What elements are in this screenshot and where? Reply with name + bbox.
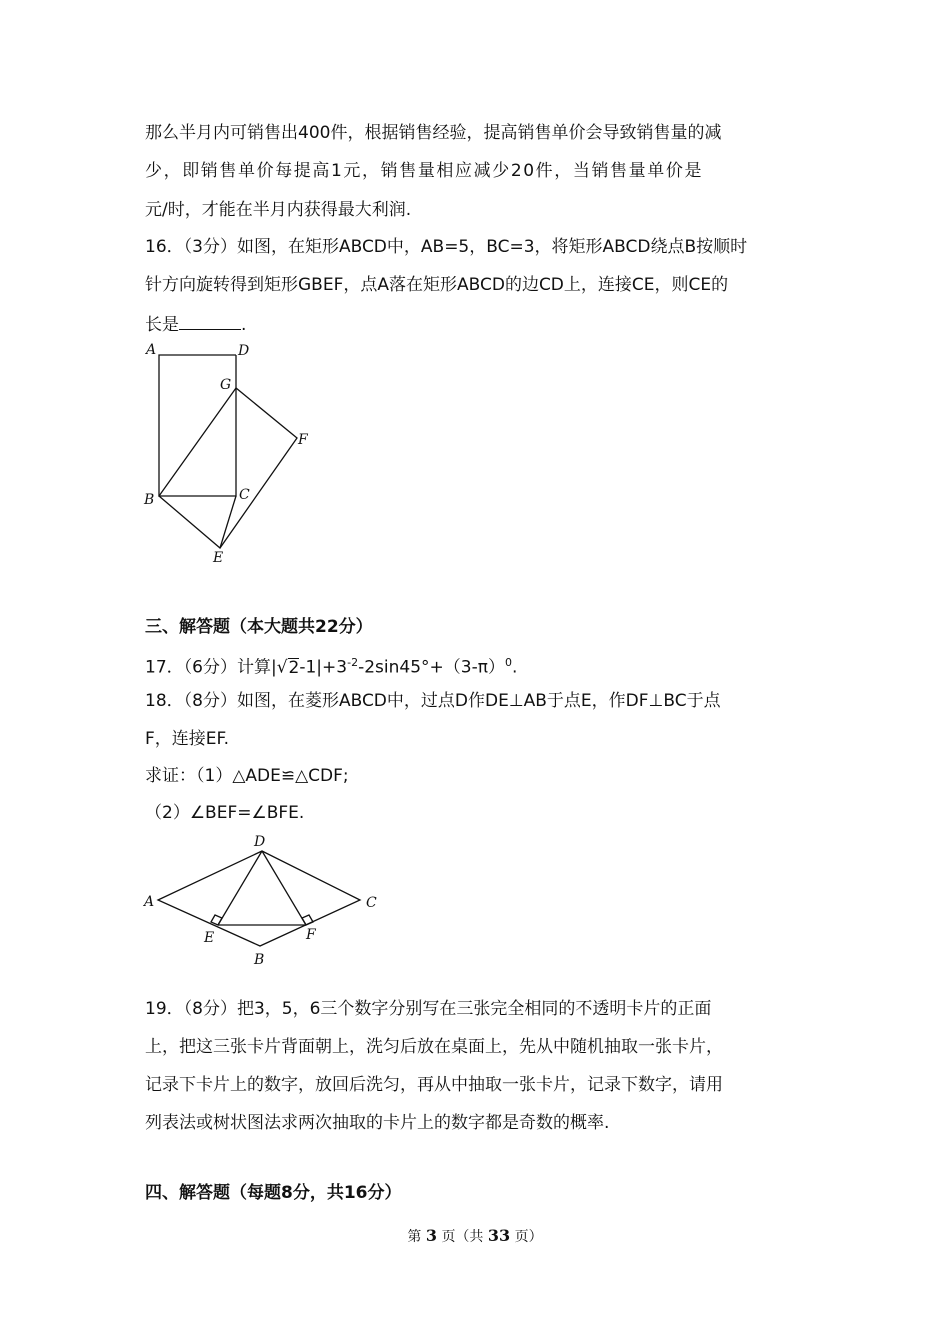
- label-c: C: [366, 895, 377, 911]
- q18-figure: [140, 830, 390, 970]
- p15-line2-text: 少，即销售单价每提高1元，销售量相应减少20件，当销售量单价是: [145, 161, 704, 181]
- q16-line3-post: .: [241, 315, 247, 335]
- label-d: D: [254, 834, 266, 850]
- q16-line1: [145, 235, 810, 259]
- p15-line1-text: 那么半月内可销售出400件，根据销售经验，提高销售单价会导致销售量的减: [145, 123, 722, 143]
- footer-mid: 页（共: [441, 1229, 484, 1245]
- sqrt-sign: √: [276, 657, 288, 678]
- q18-line1: [145, 689, 810, 713]
- segment-de: [218, 851, 262, 925]
- footer-page-number: 3: [425, 1226, 437, 1245]
- q16-line1-text: 16．（3分）如图，在矩形ABCD中，AB=5，BC=3，将矩形ABCD绕点B按顺时: [145, 237, 748, 257]
- q18-line4-text: （2）∠BEF=∠BFE.: [145, 803, 305, 823]
- label-d: D: [238, 343, 250, 359]
- p15-line3-text: 元/时，才能在半月内获得最大利润.: [145, 200, 412, 220]
- q17-exponent-1: -2: [347, 656, 359, 669]
- q16-line3-pre: 长是: [145, 315, 179, 335]
- label-f: F: [306, 927, 316, 943]
- label-c: C: [239, 487, 250, 503]
- label-a: A: [144, 894, 155, 910]
- q18-line1-text: 18．（8分）如图，在菱形ABCD中，过点D作DE⊥AB于点E，作DF⊥BC于点: [145, 691, 721, 711]
- q16-line3: [145, 311, 810, 337]
- answer-blank: [179, 311, 241, 330]
- label-b: B: [254, 952, 265, 968]
- section3-title: 三、解答题（本大题共22分）: [145, 617, 373, 637]
- q19-line2-text: 上，把这三张卡片背面朝上，洗匀后放在桌面上，先从中随机抽取一张卡片，: [145, 1037, 723, 1057]
- label-f: F: [298, 432, 308, 448]
- label-a: A: [146, 342, 157, 358]
- rhombus-abcd: [158, 851, 360, 946]
- q19-line1: [145, 997, 810, 1021]
- label-e: E: [204, 930, 215, 946]
- footer-pre: 第: [407, 1229, 422, 1245]
- q19-line4: [145, 1111, 810, 1135]
- q19-line4-text: 列表法或树状图法求两次抽取的卡片上的数字都是奇数的概率.: [145, 1113, 610, 1133]
- label-e: E: [213, 550, 224, 566]
- q17-mid: -1|+3: [299, 657, 348, 678]
- q19-line3-text: 记录下卡片上的数字，放回后洗匀，再从中抽取一张卡片，记录下数字，请用: [145, 1075, 723, 1095]
- p15-line2: [145, 159, 810, 183]
- q16-line2-text: 针方向旋转得到矩形GBEF，点A落在矩形ABCD的边CD上，连接CE，则CE的: [145, 275, 729, 295]
- q17-prefix: 17．（6分）计算|: [145, 657, 277, 678]
- q18-line2: [145, 727, 810, 751]
- q16-figure: [140, 338, 330, 570]
- section4-title: 四、解答题（每题8分，共16分）: [145, 1183, 402, 1203]
- label-g: G: [220, 377, 232, 393]
- q19-line2: [145, 1035, 810, 1059]
- section3-heading: [145, 615, 810, 639]
- p15-line3: [145, 198, 810, 222]
- q18-line2-text: F，连接EF.: [145, 729, 229, 749]
- q19-line3: [145, 1073, 810, 1097]
- q18-line4: [145, 801, 810, 825]
- segment-ce: [220, 496, 236, 548]
- p15-line1: [145, 121, 810, 145]
- q17-mid2: -2sin45°+（3-π）: [358, 657, 505, 678]
- label-b: B: [144, 492, 155, 508]
- q17-line: [145, 651, 810, 680]
- section4-heading: [145, 1181, 810, 1205]
- page-footer: [0, 1226, 950, 1246]
- right-angle-mark-e: [211, 915, 222, 925]
- footer-total-pages: 33: [487, 1226, 511, 1245]
- q16-line2: [145, 273, 810, 297]
- q18-line3-text: 求证：（1）△ADE≌△CDF;: [145, 766, 349, 786]
- q19-line1-text: 19．（8分）把3，5，6三个数字分别写在三张完全相同的不透明卡片的正面: [145, 999, 712, 1019]
- q17-end: .: [511, 657, 518, 678]
- q17-exponent-2: 0: [504, 656, 512, 669]
- footer-post: 页）: [514, 1229, 543, 1245]
- q18-line3: [145, 764, 810, 788]
- sqrt-radicand: 2: [288, 657, 300, 678]
